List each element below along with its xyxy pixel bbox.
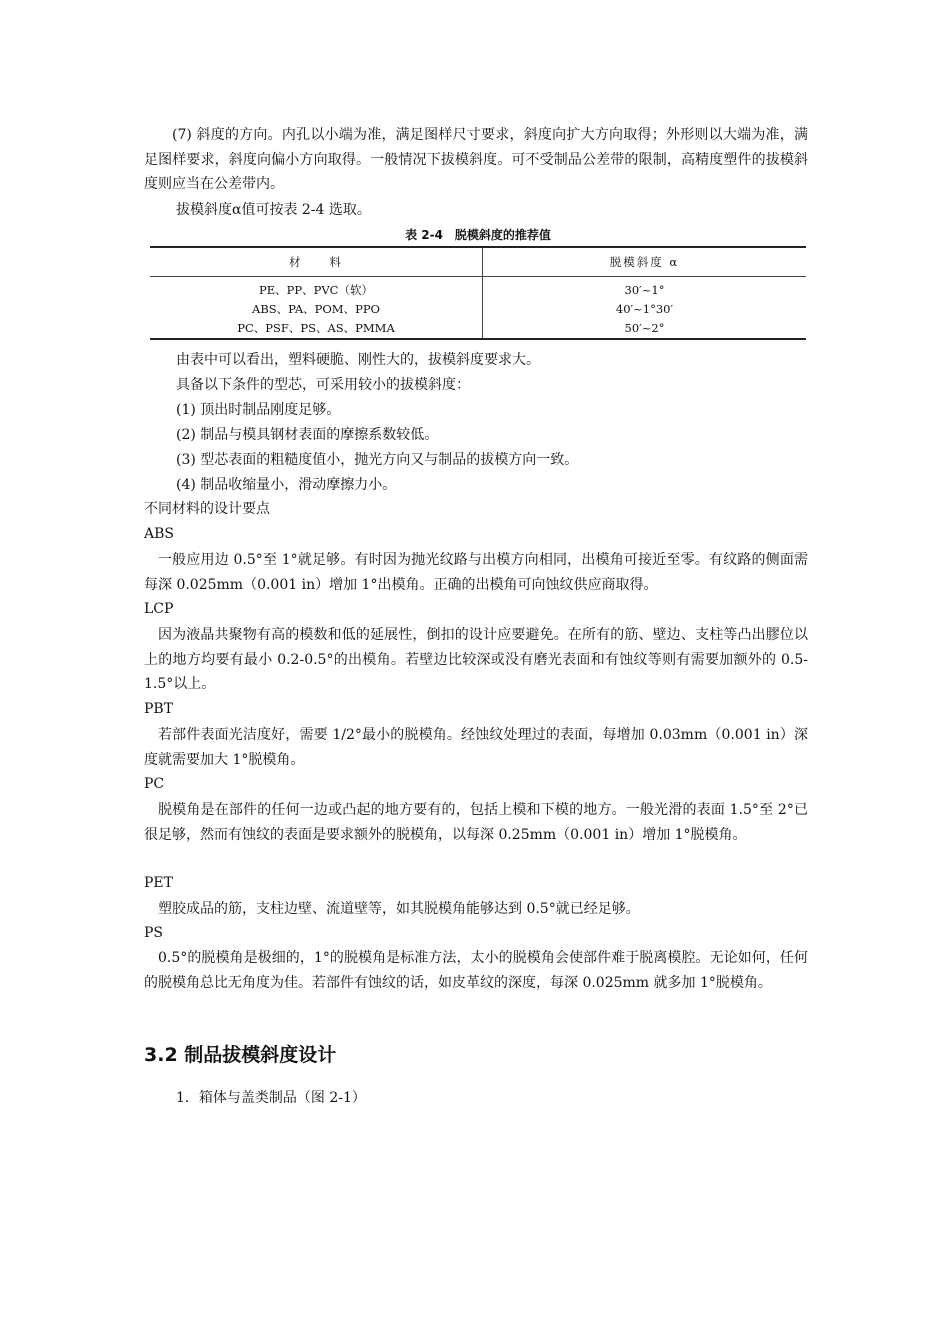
paragraph-select-note: 拔模斜度α值可按表 2-4 选取。 (176, 202, 371, 218)
table-row (150, 300, 806, 319)
condition-item: (2) 制品与模具钢材表面的摩擦系数较低。 (176, 427, 439, 443)
paragraph-slope-direction: (7) 斜度的方向。内孔以小端为准，满足图样尺寸要求，斜度向扩大方向取得；外形则以大端为准，满足图样要求，斜度向偏小方向取得。一般情况下拔模斜度。可不受制品公差带的限制，高精度塑件的拔模斜度则应当在公差带内。 (144, 127, 808, 192)
table-cell-angle: 40′~1°30′ (615, 302, 674, 316)
table-cell-material: PE、PP、PVC（软） (150, 277, 483, 301)
table-caption: 表 2-4 脱模斜度的推荐值 (405, 228, 551, 242)
material-text-ps: 0.5°的脱模角是极细的，1°的脱模角是标准方法，太小的脱模角会使部件难于脱离模腔。无论如何，任何的脱模角总比无角度为佳。若部件有蚀纹的话，如皮革纹的深度，每深 0.025mm 就多加 1°脱模角。 (144, 950, 808, 991)
material-name-pc: PC (144, 776, 165, 792)
table-row (150, 319, 806, 339)
materials-title: 不同材料的设计要点 (144, 501, 270, 517)
table-cell-material: PC、PSF、PS、AS、PMMA (150, 319, 483, 339)
material-name-pet: PET (144, 875, 173, 891)
table-row (150, 277, 806, 301)
table-cell-material: ABS、PA、POM、PPO (150, 300, 483, 319)
table-cell-angle: 30′~1° (624, 283, 665, 297)
material-text-abs: 一般应用边 0.5°至 1°就足够。有时因为抛光纹路与出模方向相同，出模角可接近至零。有纹路的侧面需每深 0.025mm（0.001 in）增加 1°出模角。正确的出模角可向蚀纹供应商取得。 (144, 552, 808, 593)
material-name-ps: PS (144, 925, 164, 941)
condition-item: (1) 顶出时制品刚度足够。 (176, 402, 341, 418)
material-text-pc: 脱模角是在部件的任何一边或凸起的地方要有的，包括上模和下模的地方。一般光滑的表面 1.5°至 2°已很足够，然而有蚀纹的表面是要求额外的脱模角，以每深 0.25mm（0.001 in）增加 1°脱模角。 (144, 802, 808, 843)
material-name-pbt: PBT (144, 701, 174, 717)
section-item-1: 1．箱体与盖类制品（图 2-1） (176, 1090, 366, 1106)
paragraph-summary: 由表中可以看出，塑料硬脆、刚性大的，拔模斜度要求大。 (176, 352, 540, 368)
material-text-pbt: 若部件表面光洁度好，需要 1/2°最小的脱模角。经蚀纹处理过的表面，每增加 0.03mm（0.001 in）深度就需要加大 1°脱模角。 (144, 727, 808, 768)
material-text-pet: 塑胶成品的筋，支柱边壁、流道壁等，如其脱模角能够达到 0.5°就已经足够。 (158, 901, 640, 917)
material-name-lcp: LCP (144, 601, 174, 617)
paragraph-conditions-intro: 具备以下条件的型芯，可采用较小的拔模斜度： (176, 377, 470, 393)
condition-item: (3) 型芯表面的粗糙度值小，抛光方向又与制品的拔模方向一致。 (176, 452, 579, 468)
draft-angle-table (150, 246, 806, 340)
condition-item: (4) 制品收缩量小，滑动摩擦力小。 (176, 477, 397, 493)
table-header-material: 材 料 (150, 247, 483, 277)
table-cell-angle: 50′~2° (624, 321, 665, 335)
material-name-abs: ABS (144, 526, 174, 542)
table-header-angle: 脱模斜度 α (483, 247, 807, 277)
section-heading: 3.2 制品拔模斜度设计 (144, 1044, 337, 1066)
material-text-lcp: 因为液晶共聚物有高的模数和低的延展性，倒扣的设计应要避免。在所有的筋、壁边、支柱等凸出膠位以上的地方均要有最小 0.2-0.5°的出模角。若壁边比较深或没有磨光表面和有蚀纹等则有需要加额外的 0.5-1.5°以上。 (144, 627, 808, 692)
table-header-row (150, 247, 806, 277)
